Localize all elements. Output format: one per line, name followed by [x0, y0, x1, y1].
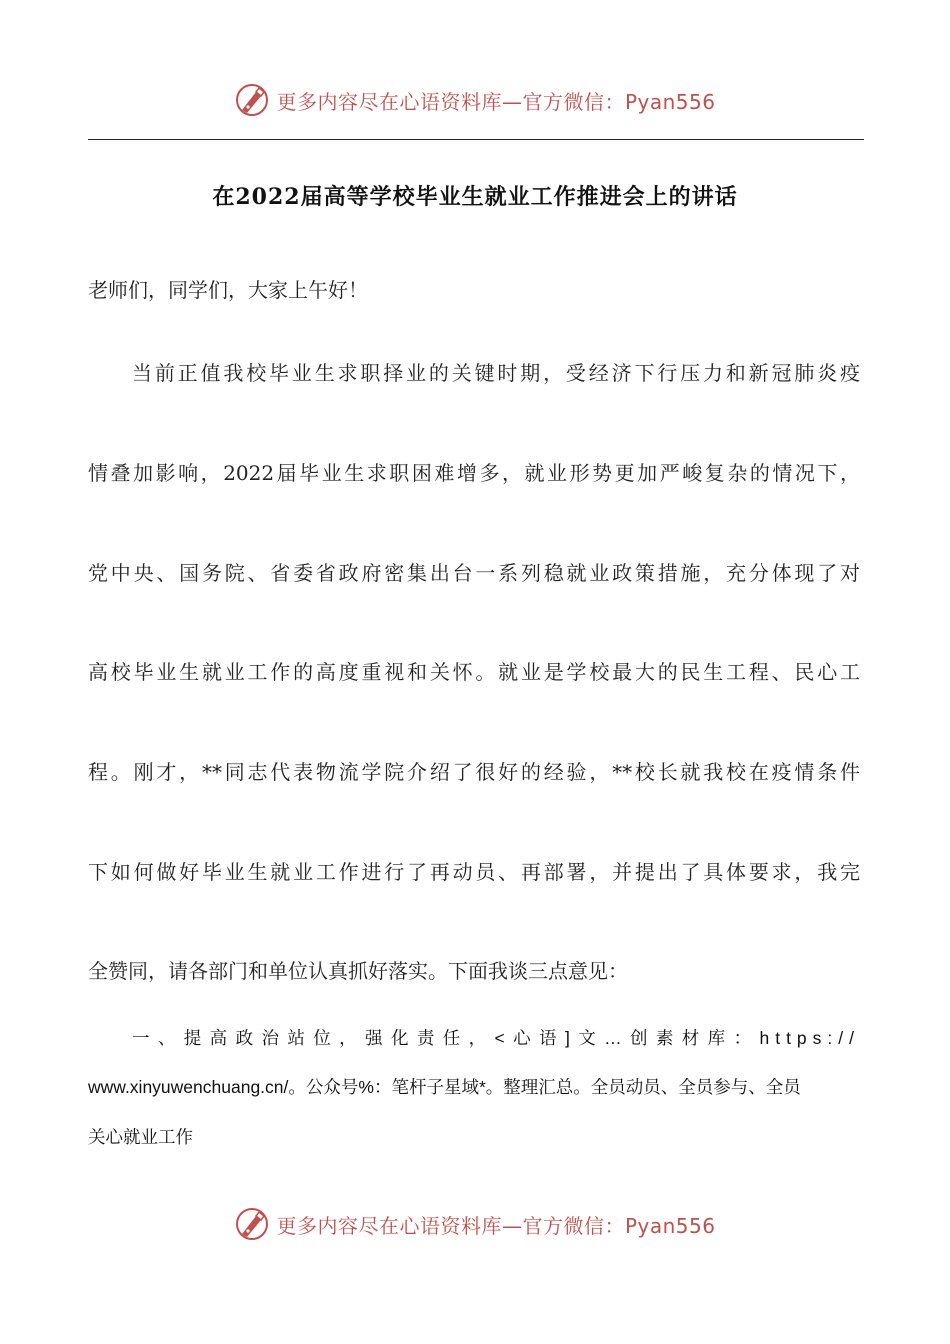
section-heading-line: 关心就业工作 [88, 1127, 193, 1147]
paragraph-line: 情叠加影响，2022届毕业生求职困难增多，就业形势更加严峻复杂的情况下， [88, 461, 860, 485]
paragraph-line: 下如何做好毕业生就业工作进行了再动员、再部署，并提出了具体要求，我完 [88, 860, 860, 884]
header-divider [88, 139, 864, 140]
footer-banner-text: 更多内容尽在心语资料库—官方微信：Pyan556 [276, 1213, 716, 1238]
pen-nib-logo-icon [234, 1206, 270, 1242]
section-heading-line: www.xinyuwenchuang.cn/。公众号%：笔杆子星域*。整理汇总。全员动员、全员参与、全员 [88, 1077, 801, 1097]
greeting: 老师们，同学们，大家上午好！ [88, 278, 368, 302]
paragraph-line: 全赞同，请各部门和单位认真抓好落实。下面我谈三点意见： [88, 959, 628, 983]
document-title: 在2022届高等学校毕业生就业工作推进会上的讲话 [212, 184, 738, 210]
paragraph-line: 当前正值我校毕业生求职择业的关键时期，受经济下行压力和新冠肺炎疫 [132, 361, 860, 385]
header-banner [0, 82, 950, 118]
paragraph-line: 高校毕业生就业工作的高度重视和关怀。就业是学校最大的民生工程、民心工 [88, 660, 860, 684]
header-banner-text: 更多内容尽在心语资料库—官方微信：Pyan556 [276, 89, 716, 114]
section-heading-line: 一、提高政治站位，强化责任，<心语]文…创素材库：https:// [132, 1028, 860, 1048]
paragraph-line: 党中央、国务院、省委省政府密集出台一系列稳就业政策措施，充分体现了对 [88, 561, 860, 585]
pen-nib-logo-icon [234, 82, 270, 118]
footer-banner [0, 1206, 950, 1242]
paragraph-line: 程。刚才，**同志代表物流学院介绍了很好的经验，**校长就我校在疫情条件 [88, 760, 860, 784]
